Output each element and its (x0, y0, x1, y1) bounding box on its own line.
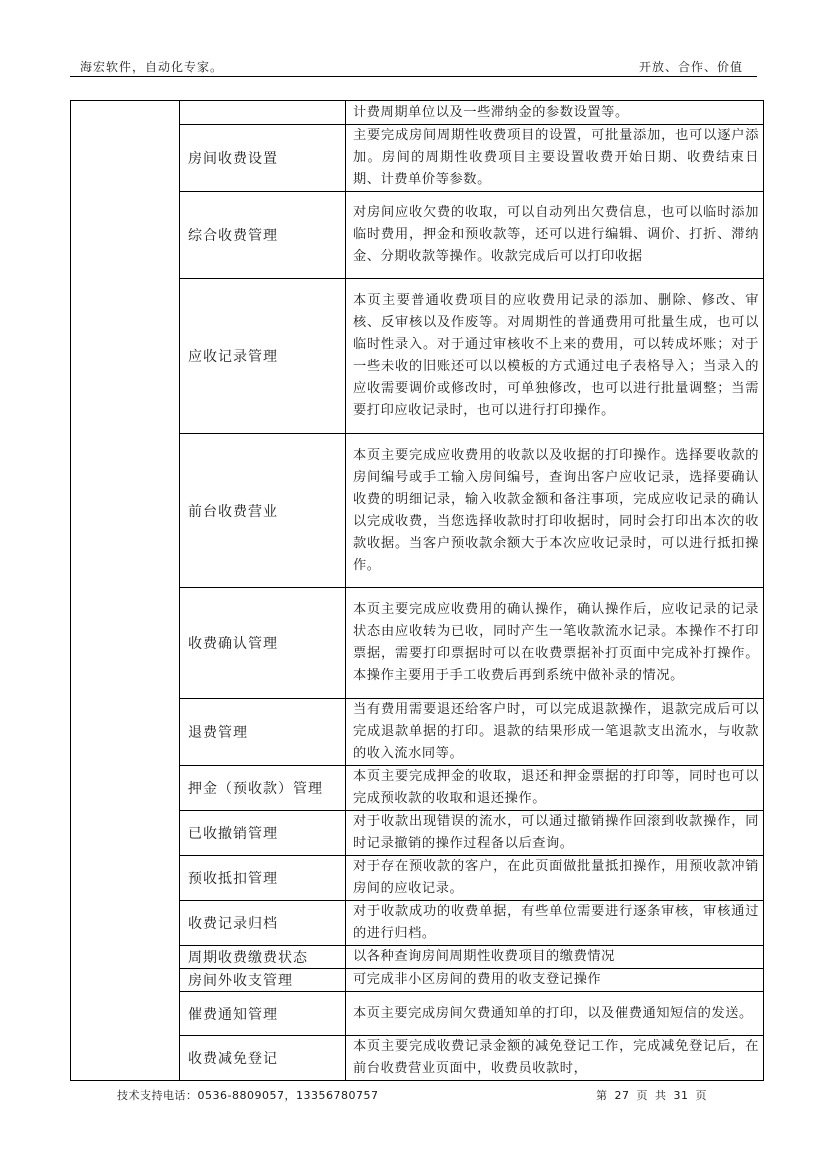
header-divider (70, 76, 757, 77)
feature-description: 对房间应收欠费的收取，可以自动列出欠费信息，也可以临时添加临时费用，押金和预收款等，还可以进行编辑、调价、打折、滞纳金、分期收款等操作。收款完成后可以打印收据 (346, 192, 764, 279)
footer-page-number: 第 27 页 共 31 页 (596, 1089, 707, 1102)
feature-description: 本页主要完成应收费用的收款以及收据的打印操作。选择要收款的房间编号或手工输入房间编号，查询出客户应收记录，选择要确认收费的明细记录，输入收款金额和备注事项，完成应收记录的确认以完成收费，当您选择收款时打印收据时，同时会打印出本次的收款收据。当客户预收款余额大于本次应收记录时，可以进行抵扣操作。 (346, 434, 764, 588)
table-row (71, 101, 764, 125)
feature-name: 退费管理 (180, 699, 346, 766)
feature-name: 收费减免登记 (180, 1036, 346, 1081)
feature-description: 主要完成房间周期性收费项目的设置，可批量添加，也可以逐户添加。房间的周期性收费项目主要设置收费开始日期、收费结束日期、计费单价等参数。 (346, 125, 764, 192)
feature-description: 对于收款出现错误的流水，可以通过撤销操作回滚到收款操作，同时记录撤销的操作过程备以后查询。 (346, 811, 764, 856)
feature-name (180, 101, 346, 125)
feature-name: 房间收费设置 (180, 125, 346, 192)
feature-description: 计费周期单位以及一些滞纳金的参数设置等。 (346, 101, 764, 125)
module-column-cell (71, 101, 180, 1081)
header-values-slogan: 开放、合作、价值 (638, 60, 743, 74)
feature-description: 对于收款成功的收费单据，有些单位需要进行逐条审核，审核通过的进行归档。 (346, 901, 764, 946)
feature-name: 预收抵扣管理 (180, 856, 346, 901)
feature-name: 前台收费营业 (180, 434, 346, 588)
feature-description: 本页主要完成收费记录金额的减免登记工作，完成减免登记后，在前台收费营业页面中，收费员收款时， (346, 1036, 764, 1081)
footer-support-phone: 技术支持电话：0536-8809057，13356780757 (117, 1089, 379, 1102)
feature-description: 以各种查询房间周期性收费项目的缴费情况 (346, 946, 764, 969)
feature-description: 可完成非小区房间的费用的收支登记操作 (346, 969, 764, 992)
feature-name: 周期收费缴费状态 (180, 946, 346, 969)
feature-name: 收费确认管理 (180, 588, 346, 699)
feature-name: 综合收费管理 (180, 192, 346, 279)
feature-name: 押金（预收款）管理 (180, 766, 346, 811)
feature-description: 本页主要完成押金的收取，退还和押金票据的打印等，同时也可以完成预收款的收取和退还操作。 (346, 766, 764, 811)
feature-description: 本页主要普通收费项目的应收费用记录的添加、删除、修改、审核、反审核以及作废等。对周期性的普通费用可批量生成，也可以临时性录入。对于通过审核收不上来的费用，可以转成坏账；对于一些未收的旧账还可以以模板的方式通过电子表格导入；当录入的应收需要调价或修改时，可单独修改，也可以进行批量调整；当需要打印应收记录时，也可以进行打印操作。 (346, 279, 764, 434)
feature-name: 已收撤销管理 (180, 811, 346, 856)
feature-name: 收费记录归档 (180, 901, 346, 946)
feature-description: 本页主要完成应收费用的确认操作，确认操作后，应收记录的记录状态由应收转为已收，同时产生一笔收款流水记录。本操作不打印票据，需要打印票据时可以在收费票据补打页面中完成补打操作。本操作主要用于手工收费后再到系统中做补录的情况。 (346, 588, 764, 699)
feature-description: 当有费用需要退还给客户时，可以完成退款操作，退款完成后可以完成退款单据的打印。退款的结果形成一笔退款支出流水，与收款的收入流水同等。 (346, 699, 764, 766)
feature-description: 对于存在预收款的客户，在此页面做批量抵扣操作，用预收款冲销房间的应收记录。 (346, 856, 764, 901)
feature-description: 本页主要完成房间欠费通知单的打印，以及催费通知短信的发送。 (346, 992, 764, 1036)
feature-name: 房间外收支管理 (180, 969, 346, 992)
feature-name: 催费通知管理 (180, 992, 346, 1036)
feature-table (70, 100, 764, 1081)
header-company-slogan: 海宏软件，自动化专家。 (80, 60, 224, 74)
feature-name: 应收记录管理 (180, 279, 346, 434)
